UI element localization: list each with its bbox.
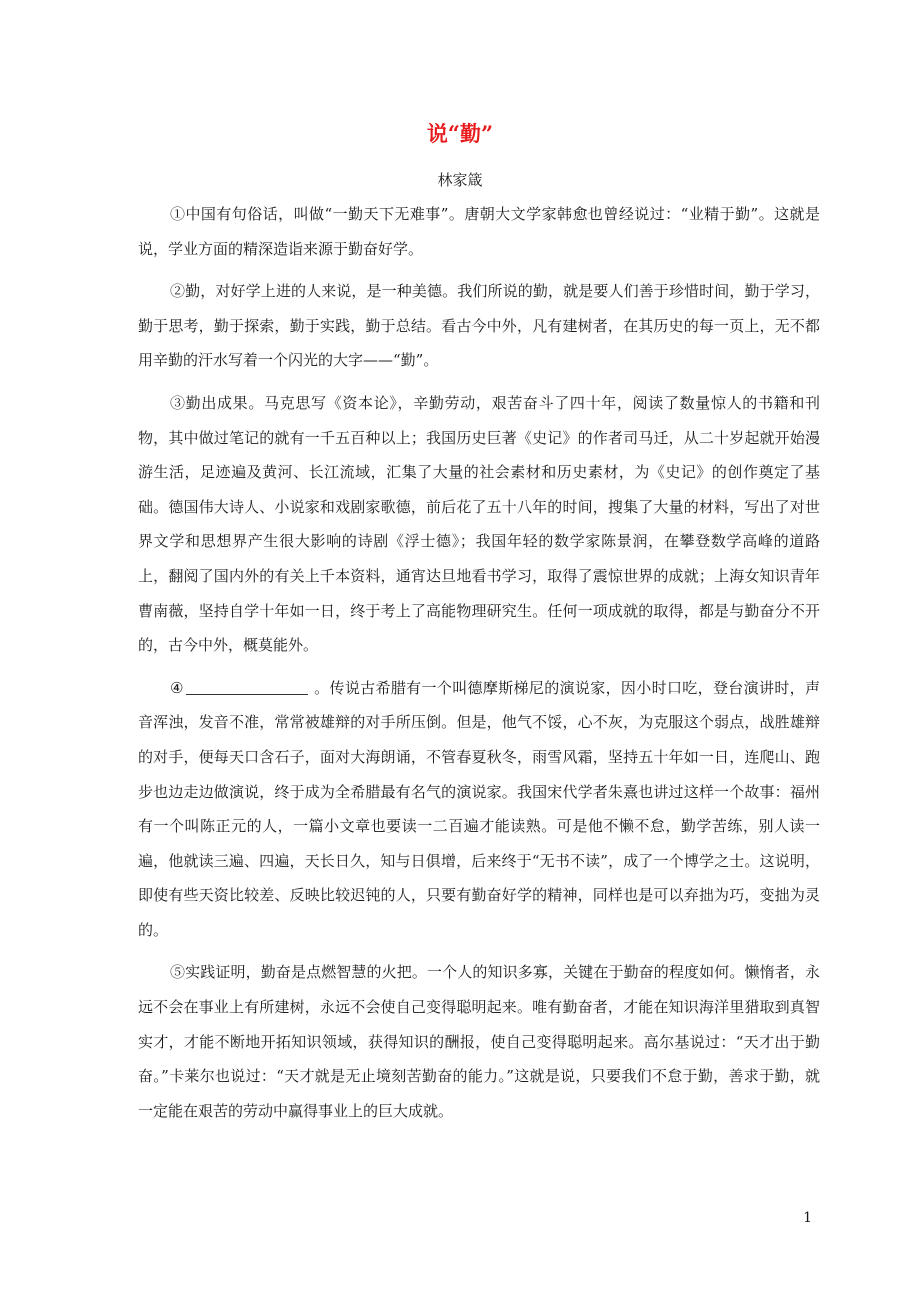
page-number: 1 (803, 1210, 812, 1226)
paragraph-4 (138, 671, 820, 948)
paragraph-4-text: 。传说古希腊有一个叫德摩斯梯尼的演说家，因小时口吃，登台演讲时，声音浑浊，发音不准，常常被雄辩的对手所压倒。但是，他气不馁，心不灰，为克服这个弱点，战胜雄辩的对手，便每天口含石子，面对大海朗诵，不管春夏秋冬，雨雪风霜，坚持五十年如一日，连爬山、跑步也边走边做演说，终于成为全希腊最有名气的演说家。我国宋代学者朱熹也讲过这样一个故事：福州有一个叫陈正元的人，一篇小文章也要读一二百遍才能读熟。可是他不懒不怠，勤学苦练，别人读一遍，他就读三遍、四遍，天长日久，知与日俱增，后来终于“无书不读”，成了一个博学之士。这说明，即使有些天资比较差、反映比较迟钝的人，只要有勤奋好学的精神，同样也是可以弃拙为巧，变拙为灵的。 (138, 678, 820, 939)
paragraph-2: ②勤，对好学上进的人来说，是一种美德。我们所说的勤，就是要人们善于珍惜时间，勤于学习，勤于思考，勤于探索，勤于实践，勤于总结。看古今中外，凡有建树者，在其历史的每一页上，无不都用辛勤的汗水写着一个闪光的大字——“勤”。 (138, 282, 820, 370)
paragraph-4-number: ④ (170, 678, 184, 697)
paragraph-1: ①中国有句俗话，叫做“一勤天下无难事”。唐朝大文学家韩愈也曾经说过：“业精于勤”。这就是说，学业方面的精深造诣来源于勤奋好学。 (138, 205, 820, 258)
article-body (138, 197, 820, 1136)
paragraph-5: ⑤实践证明，勤奋是点燃智慧的火把。一个人的知识多寡，关键在于勤奋的程度如何。懒惰者，永远不会在事业上有所建树，永远不会使自己变得聪明起来。唯有勤奋者，才能在知识海洋里猎取到真智实才，才能不断地开拓知识领域，获得知识的酬报，使自己变得聪明起来。高尔基说过：“天才出于勤奋。”卡莱尔也说过：“天才就是无止境刻苦勤奋的能力。”这就是说，只要我们不怠于勤，善求于勤，就一定能在艰苦的劳动中赢得事业上的巨大成就。 (138, 963, 820, 1120)
article-title: 说“勤” (426, 121, 494, 146)
author-name: 林家箴 (437, 171, 483, 189)
fill-in-blank (186, 676, 308, 695)
paragraph-3: ③勤出成果。马克思写《资本论》，辛勤劳动，艰苦奋斗了四十年，阅读了数量惊人的书籍和刊物，其中做过笔记的就有一千五百种以上；我国历史巨著《史记》的作者司马迁，从二十岁起就开始漫游生活，足迹遍及黄河、长江流域，汇集了大量的社会素材和历史素材，为《史记》的创作奠定了基础。德国伟大诗人、小说家和戏剧家歌德，前后花了五十八年的时间，搜集了大量的材料，写出了对世界文学和思想界产生很大影响的诗剧《浮士德》；我国年轻的数学家陈景润，在攀登数学高峰的道路上，翻阅了国内外的有关上千本资料，通宵达旦地看书学习，取得了震惊世界的成就；上海女知识青年曹南薇，坚持自学十年如一日，终于考上了高能物理研究生。任何一项成就的取得，都是与勤奋分不开的，古今中外，概莫能外。 (138, 393, 820, 655)
